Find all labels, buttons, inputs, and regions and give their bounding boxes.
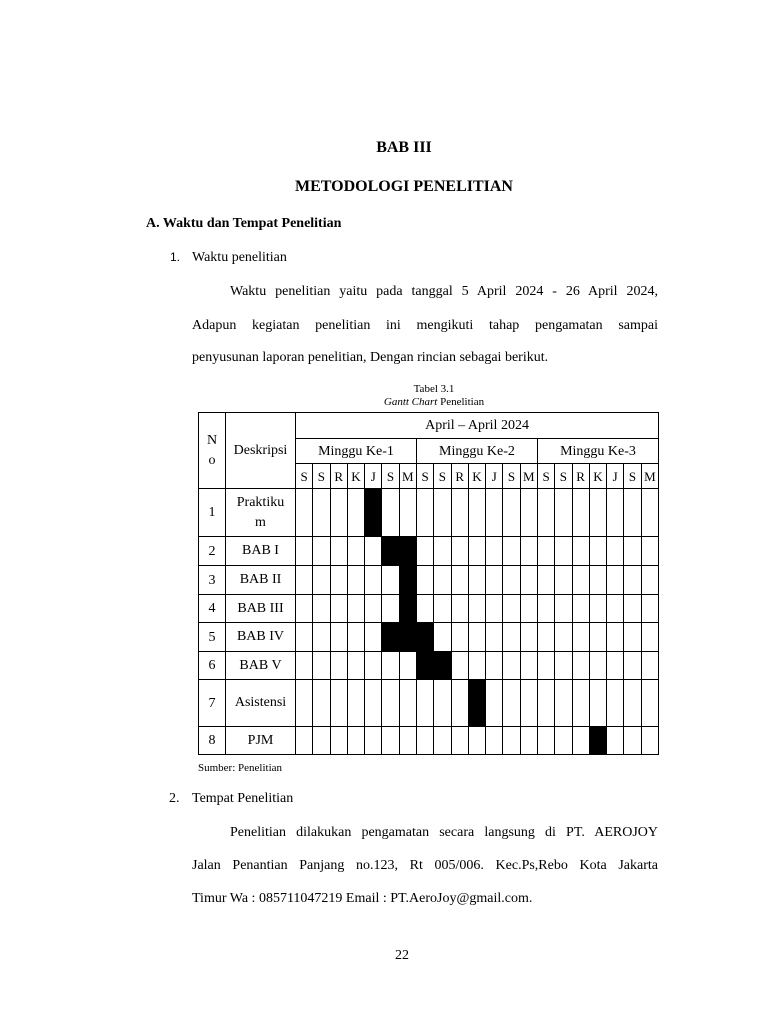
gantt-empty-cell	[520, 489, 537, 537]
gantt-empty-cell	[382, 489, 399, 537]
day-header: M	[399, 464, 416, 489]
gantt-empty-cell	[607, 623, 624, 652]
row-description: BAB V	[226, 652, 296, 680]
section-heading: A. Waktu dan Tempat Penelitian	[146, 216, 342, 231]
gantt-empty-cell	[555, 623, 572, 652]
gantt-empty-cell	[486, 595, 503, 623]
paragraph-line: Adapun kegiatan penelitian ini mengikuti tahap pengamatan sampai	[192, 318, 658, 333]
gantt-empty-cell	[365, 652, 382, 680]
table-number: Tabel 3.1	[413, 383, 455, 395]
chapter-heading: BAB III	[376, 139, 432, 156]
row-number: 6	[199, 652, 226, 680]
gantt-empty-cell	[607, 680, 624, 727]
list-item-label: Waktu penelitian	[192, 250, 287, 265]
gantt-empty-cell	[624, 652, 641, 680]
gantt-empty-cell	[572, 727, 589, 755]
row-number: 5	[199, 623, 226, 652]
gantt-empty-cell	[537, 537, 554, 566]
table-row	[199, 489, 659, 537]
gantt-empty-cell	[503, 623, 520, 652]
paragraph-line: penyusunan laporan penelitian, Dengan rincian sebagai berikut.	[192, 350, 549, 365]
gantt-bar-cell	[416, 623, 433, 652]
gantt-empty-cell	[347, 595, 364, 623]
gantt-empty-cell	[330, 680, 347, 727]
paragraph-line: Timur Wa : 085711047219 Email : PT.AeroJoy@gmail.com.	[192, 891, 533, 906]
gantt-empty-cell	[537, 727, 554, 755]
day-header: M	[641, 464, 658, 489]
row-description: Asistensi	[226, 680, 296, 727]
gantt-empty-cell	[296, 595, 313, 623]
table-row	[199, 595, 659, 623]
gantt-empty-cell	[520, 680, 537, 727]
row-description: BAB III	[226, 595, 296, 623]
gantt-empty-cell	[589, 595, 606, 623]
gantt-empty-cell	[607, 595, 624, 623]
gantt-empty-cell	[486, 623, 503, 652]
gantt-empty-cell	[555, 595, 572, 623]
gantt-empty-cell	[382, 680, 399, 727]
gantt-empty-cell	[555, 489, 572, 537]
gantt-empty-cell	[572, 489, 589, 537]
gantt-empty-cell	[572, 652, 589, 680]
gantt-empty-cell	[382, 595, 399, 623]
week-header: Minggu Ke-1	[296, 439, 417, 464]
gantt-empty-cell	[503, 566, 520, 595]
gantt-empty-cell	[451, 566, 468, 595]
gantt-empty-cell	[555, 727, 572, 755]
gantt-empty-cell	[347, 680, 364, 727]
gantt-bar-cell	[416, 652, 433, 680]
row-description: PJM	[226, 727, 296, 755]
day-header: S	[555, 464, 572, 489]
day-header: R	[451, 464, 468, 489]
gantt-empty-cell	[486, 652, 503, 680]
gantt-empty-cell	[365, 566, 382, 595]
day-header: S	[416, 464, 433, 489]
gantt-empty-cell	[468, 537, 485, 566]
gantt-empty-cell	[347, 727, 364, 755]
gantt-empty-cell	[434, 680, 451, 727]
day-header: K	[347, 464, 364, 489]
gantt-empty-cell	[347, 566, 364, 595]
gantt-empty-cell	[296, 566, 313, 595]
gantt-empty-cell	[434, 537, 451, 566]
gantt-empty-cell	[416, 537, 433, 566]
gantt-empty-cell	[330, 489, 347, 537]
gantt-empty-cell	[468, 727, 485, 755]
gantt-empty-cell	[520, 566, 537, 595]
gantt-empty-cell	[624, 623, 641, 652]
gantt-empty-cell	[313, 652, 330, 680]
gantt-empty-cell	[416, 566, 433, 595]
gantt-bar-cell	[399, 595, 416, 623]
table-row	[199, 537, 659, 566]
row-number: 4	[199, 595, 226, 623]
day-header: J	[607, 464, 624, 489]
gantt-empty-cell	[503, 727, 520, 755]
gantt-bar-cell	[382, 623, 399, 652]
gantt-empty-cell	[296, 727, 313, 755]
gantt-empty-cell	[520, 623, 537, 652]
gantt-empty-cell	[434, 623, 451, 652]
page-number: 22	[395, 948, 409, 963]
gantt-empty-cell	[468, 652, 485, 680]
gantt-empty-cell	[313, 727, 330, 755]
gantt-empty-cell	[537, 623, 554, 652]
gantt-empty-cell	[416, 595, 433, 623]
day-header: M	[520, 464, 537, 489]
gantt-empty-cell	[503, 537, 520, 566]
gantt-empty-cell	[434, 489, 451, 537]
gantt-empty-cell	[313, 595, 330, 623]
gantt-empty-cell	[365, 623, 382, 652]
gantt-empty-cell	[451, 595, 468, 623]
paragraph-line: Penelitian dilakukan pengamatan secara langsung di PT. AEROJOY	[230, 825, 658, 840]
row-description: BAB IV	[226, 623, 296, 652]
gantt-empty-cell	[555, 566, 572, 595]
gantt-empty-cell	[296, 537, 313, 566]
gantt-empty-cell	[624, 680, 641, 727]
gantt-empty-cell	[486, 489, 503, 537]
gantt-empty-cell	[641, 566, 658, 595]
gantt-empty-cell	[330, 727, 347, 755]
list-item-label: Tempat Penelitian	[192, 791, 294, 806]
gantt-empty-cell	[624, 595, 641, 623]
gantt-empty-cell	[313, 489, 330, 537]
gantt-empty-cell	[451, 537, 468, 566]
gantt-bar-cell	[434, 652, 451, 680]
gantt-empty-cell	[451, 727, 468, 755]
gantt-bar-cell	[468, 680, 485, 727]
gantt-empty-cell	[520, 652, 537, 680]
gantt-empty-cell	[589, 537, 606, 566]
column-header-no: N o	[199, 413, 226, 489]
paragraph-line: Waktu penelitian yaitu pada tanggal 5 April 2024 - 26 April 2024,	[230, 284, 658, 299]
gantt-empty-cell	[416, 489, 433, 537]
gantt-empty-cell	[296, 652, 313, 680]
gantt-empty-cell	[434, 595, 451, 623]
gantt-empty-cell	[330, 623, 347, 652]
gantt-empty-cell	[296, 623, 313, 652]
gantt-empty-cell	[624, 489, 641, 537]
table-row	[199, 566, 659, 595]
gantt-empty-cell	[520, 595, 537, 623]
gantt-empty-cell	[399, 652, 416, 680]
gantt-bar-cell	[399, 623, 416, 652]
gantt-empty-cell	[607, 489, 624, 537]
gantt-empty-cell	[347, 537, 364, 566]
gantt-empty-cell	[537, 680, 554, 727]
row-number: 7	[199, 680, 226, 727]
gantt-empty-cell	[468, 595, 485, 623]
gantt-empty-cell	[641, 727, 658, 755]
gantt-empty-cell	[503, 680, 520, 727]
day-header: R	[330, 464, 347, 489]
gantt-empty-cell	[572, 623, 589, 652]
gantt-empty-cell	[607, 537, 624, 566]
gantt-empty-cell	[365, 595, 382, 623]
paragraph-line: Jalan Penantian Panjang no.123, Rt 005/006. Kec.Ps,Rebo Kota Jakarta	[192, 858, 658, 873]
gantt-empty-cell	[451, 652, 468, 680]
gantt-empty-cell	[399, 680, 416, 727]
day-header: S	[382, 464, 399, 489]
gantt-empty-cell	[365, 680, 382, 727]
gantt-empty-cell	[468, 623, 485, 652]
gantt-empty-cell	[624, 537, 641, 566]
gantt-empty-cell	[451, 623, 468, 652]
column-header-description: Deskripsi	[226, 413, 296, 489]
gantt-bar-cell	[399, 537, 416, 566]
gantt-empty-cell	[641, 595, 658, 623]
gantt-empty-cell	[416, 680, 433, 727]
gantt-empty-cell	[382, 566, 399, 595]
gantt-empty-cell	[537, 489, 554, 537]
gantt-empty-cell	[330, 566, 347, 595]
gantt-empty-cell	[641, 537, 658, 566]
gantt-bar-cell	[365, 489, 382, 537]
gantt-empty-cell	[347, 623, 364, 652]
row-description: Praktikum	[226, 489, 296, 537]
gantt-empty-cell	[641, 680, 658, 727]
row-number: 8	[199, 727, 226, 755]
gantt-empty-cell	[434, 727, 451, 755]
gantt-empty-cell	[434, 566, 451, 595]
gantt-empty-cell	[607, 727, 624, 755]
gantt-empty-cell	[313, 537, 330, 566]
gantt-empty-cell	[313, 680, 330, 727]
gantt-empty-cell	[589, 680, 606, 727]
list-item-number: 1.	[170, 250, 181, 264]
table-row	[199, 652, 659, 680]
gantt-empty-cell	[486, 537, 503, 566]
day-header: S	[296, 464, 313, 489]
table-row	[199, 623, 659, 652]
week-header: Minggu Ke-3	[537, 439, 658, 464]
gantt-empty-cell	[313, 566, 330, 595]
gantt-empty-cell	[572, 680, 589, 727]
gantt-bar-cell	[399, 566, 416, 595]
gantt-empty-cell	[537, 595, 554, 623]
row-description: BAB I	[226, 537, 296, 566]
day-header: K	[589, 464, 606, 489]
gantt-empty-cell	[486, 680, 503, 727]
period-header: April – April 2024	[296, 413, 659, 439]
gantt-empty-cell	[572, 537, 589, 566]
table-source: Sumber: Penelitian	[198, 762, 283, 774]
gantt-empty-cell	[486, 566, 503, 595]
gantt-empty-cell	[330, 595, 347, 623]
gantt-empty-cell	[486, 727, 503, 755]
row-number: 1	[199, 489, 226, 537]
gantt-empty-cell	[607, 652, 624, 680]
gantt-empty-cell	[555, 652, 572, 680]
gantt-empty-cell	[537, 652, 554, 680]
day-header: S	[537, 464, 554, 489]
gantt-empty-cell	[641, 623, 658, 652]
gantt-empty-cell	[624, 566, 641, 595]
gantt-empty-cell	[624, 727, 641, 755]
gantt-empty-cell	[296, 680, 313, 727]
gantt-empty-cell	[503, 652, 520, 680]
gantt-empty-cell	[555, 680, 572, 727]
gantt-empty-cell	[451, 489, 468, 537]
table-title: Gantt Chart Penelitian	[383, 396, 485, 408]
gantt-empty-cell	[589, 652, 606, 680]
gantt-empty-cell	[589, 623, 606, 652]
gantt-empty-cell	[296, 489, 313, 537]
gantt-empty-cell	[503, 489, 520, 537]
gantt-empty-cell	[520, 537, 537, 566]
row-number: 2	[199, 537, 226, 566]
day-header: S	[624, 464, 641, 489]
gantt-table	[198, 412, 659, 755]
day-header: J	[365, 464, 382, 489]
gantt-empty-cell	[382, 652, 399, 680]
week-header: Minggu Ke-2	[416, 439, 537, 464]
gantt-empty-cell	[416, 727, 433, 755]
gantt-empty-cell	[399, 727, 416, 755]
gantt-empty-cell	[589, 489, 606, 537]
table-row	[199, 727, 659, 755]
gantt-empty-cell	[347, 489, 364, 537]
gantt-empty-cell	[520, 727, 537, 755]
day-header: S	[313, 464, 330, 489]
day-header: R	[572, 464, 589, 489]
gantt-bar-cell	[589, 727, 606, 755]
table-row	[199, 680, 659, 727]
chapter-title: METODOLOGI PENELITIAN	[295, 178, 513, 195]
gantt-empty-cell	[330, 652, 347, 680]
table-caption	[228, 383, 640, 409]
gantt-empty-cell	[330, 537, 347, 566]
gantt-empty-cell	[451, 680, 468, 727]
gantt-empty-cell	[365, 537, 382, 566]
gantt-empty-cell	[313, 623, 330, 652]
gantt-empty-cell	[555, 537, 572, 566]
day-header: J	[486, 464, 503, 489]
gantt-empty-cell	[572, 595, 589, 623]
gantt-empty-cell	[641, 652, 658, 680]
day-header: S	[503, 464, 520, 489]
gantt-bar-cell	[382, 537, 399, 566]
gantt-empty-cell	[503, 595, 520, 623]
gantt-empty-cell	[365, 727, 382, 755]
day-header: S	[434, 464, 451, 489]
day-header: K	[468, 464, 485, 489]
gantt-empty-cell	[347, 652, 364, 680]
gantt-empty-cell	[468, 566, 485, 595]
gantt-empty-cell	[572, 566, 589, 595]
gantt-empty-cell	[607, 566, 624, 595]
gantt-empty-cell	[641, 489, 658, 537]
gantt-empty-cell	[382, 727, 399, 755]
gantt-empty-cell	[589, 566, 606, 595]
row-description: BAB II	[226, 566, 296, 595]
row-number: 3	[199, 566, 226, 595]
list-item-number: 2.	[169, 791, 180, 806]
gantt-empty-cell	[537, 566, 554, 595]
gantt-empty-cell	[468, 489, 485, 537]
gantt-empty-cell	[399, 489, 416, 537]
